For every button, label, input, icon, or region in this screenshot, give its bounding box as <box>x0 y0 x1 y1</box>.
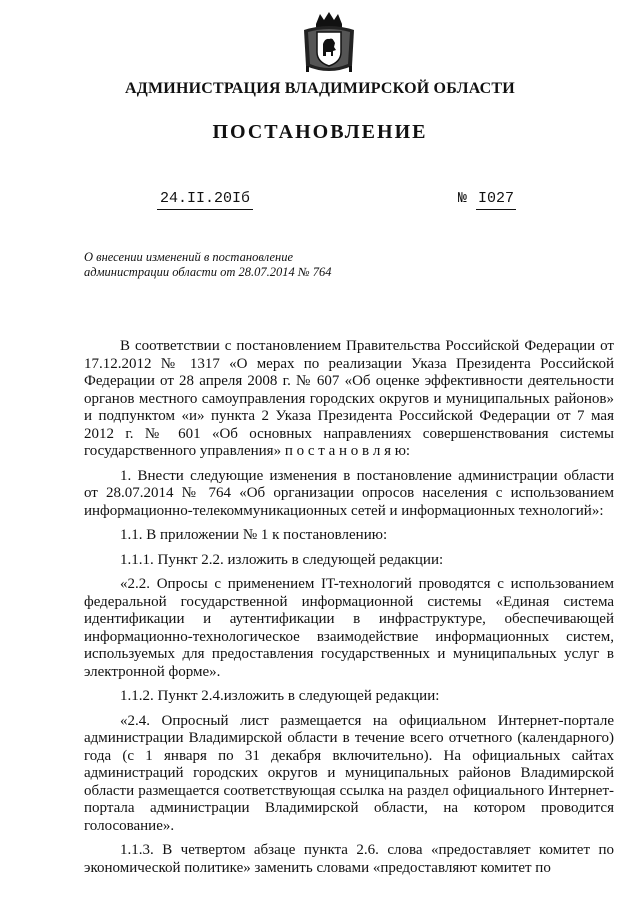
subject-line: администрации области от 28.07.2014 № 764 <box>84 265 332 279</box>
paragraph-item-1-1-1: 1.1.1. Пункт 2.2. изложить в следующей редакции: <box>120 551 444 568</box>
paragraph-item-1: 1. Внести следующие изменения в постановление администрации области от 28.07.2014 № 764 «Об организации опросов населения с использованием информационно-телекоммуникационных сетей и информационных технологий»: <box>84 467 614 519</box>
paragraph-quote-2-4: «2.4. Опросный лист размещается на официальном Интернет-портале администрации Владимирской области в течение всего отчетного (календарного) года (с 1 января по 31 декабря включительно). На официальных сайтах администраций городских округов и муниципальных районов Владимирской области размещается соответствующая ссылка на раздел официального Интернет-портала администрации Владимирской области, на котором проводится голосование». <box>84 712 614 834</box>
number-value: I027 <box>476 190 516 210</box>
organization-name: АДМИНИСТРАЦИЯ ВЛАДИМИРСКОЙ ОБЛАСТИ <box>125 80 515 97</box>
paragraph-item-1-1: 1.1. В приложении № 1 к постановлению: <box>120 527 388 543</box>
document-number <box>458 190 516 207</box>
paragraph-item-1-1-2: 1.1.2. Пункт 2.4.изложить в следующей редакции: <box>120 688 440 704</box>
document-subject <box>84 250 384 280</box>
subject-line: О внесении изменений в постановление <box>84 250 294 264</box>
document-date: 24.II.20Iб <box>157 190 253 210</box>
document-body <box>84 338 614 877</box>
paragraph-preamble: В соответствии с постановлением Правительства Российской Федерации от 17.12.2012 № 1317 «О мерах по реализации Указа Президента Российской Федерации от 28 апреля 2008 г. № 607 «Об оценке эффективности деятельности органов местного самоуправления городских округов и муниципальных районов» и подпунктом «и» пункта 2 Указа Президента Российской Федерации от 7 мая 2012 г. № 601 «Об основных направлениях совершенствования системы государственного управления» п о с т а н о в л я ю: <box>84 338 614 459</box>
paragraph-quote-2-2: «2.2. Опросы с применением IT-технологий проводятся с использованием федеральной государственной информационной системы «Единая система идентификации и аутентификации в инфраструктуре, обеспечивающей информационно-технологическое взаимодействие информационных систем, используемых для предоставления государственных и муниципальных услуг в электронной форме». <box>84 576 614 680</box>
paragraph-item-1-1-3: 1.1.3. В четвертом абзаце пункта 2.6. слова «предоставляет комитет по экономической политике» заменить словами «предоставляют комитет по <box>84 842 614 876</box>
document-type: ПОСТАНОВЛЕНИЕ <box>212 121 428 143</box>
coat-of-arms-icon <box>298 10 360 76</box>
number-label: № <box>458 190 468 207</box>
